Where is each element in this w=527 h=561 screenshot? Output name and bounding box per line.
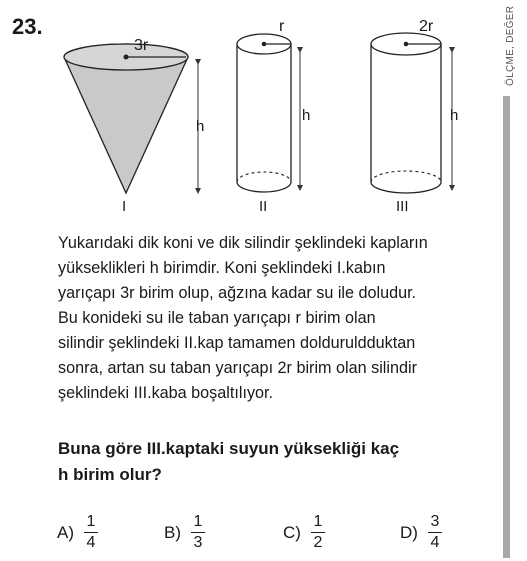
problem-line: yükseklikleri h birimdir. Koni şeklindeki I.kabın [58, 259, 386, 277]
cone-height-label: h [196, 118, 205, 135]
problem-line: sonra, artan su taban yarıçapı 2r birim olan silindir [58, 359, 417, 377]
option-fraction [428, 513, 442, 552]
option-fraction [84, 513, 98, 552]
side-label: ÖLÇME, DEĞER [505, 5, 516, 86]
question-line: Buna göre III.kaptaki suyun yüksekliği kaç [58, 439, 400, 458]
option-fraction [191, 513, 205, 552]
numerator: 3 [430, 513, 440, 530]
option-letter: C) [283, 522, 301, 542]
option-b[interactable] [164, 513, 205, 552]
numerator: 1 [193, 513, 203, 530]
question-text [58, 436, 498, 488]
question-line: h birim olur? [58, 465, 162, 484]
fraction-bar [84, 532, 98, 533]
fraction-bar [428, 532, 442, 533]
side-bar [503, 96, 510, 558]
denominator: 4 [86, 534, 96, 551]
denominator: 2 [313, 534, 323, 551]
cyl2-height-label: h [302, 107, 311, 124]
cone-radius-label: 3r [134, 37, 149, 54]
problem-text [58, 231, 498, 406]
problem-line: yarıçapı 3r birim olup, ağzına kadar su ile doludur. [58, 284, 417, 302]
problem-line: silindir şeklindeki II.kap tamamen dolduruldduktan [58, 334, 416, 352]
option-c[interactable] [283, 513, 325, 552]
option-d[interactable] [400, 513, 442, 552]
cyl3-height-label: h [450, 107, 459, 124]
denominator: 3 [193, 534, 203, 551]
figure-diagram [0, 0, 500, 225]
problem-line: Yukarıdaki dik koni ve dik silindir şeklindeki kapların [58, 234, 428, 252]
cone-roman: I [122, 198, 127, 215]
option-letter: B) [164, 522, 181, 542]
numerator: 1 [86, 513, 96, 530]
option-letter: D) [400, 522, 418, 542]
cylinder-iii-figure [371, 18, 458, 215]
numerator: 1 [313, 513, 323, 530]
fraction-bar [191, 532, 205, 533]
option-a[interactable] [57, 513, 98, 552]
cyl2-radius-label: r [279, 18, 285, 35]
problem-line: şeklindeki III.kaba boşaltılıyor. [58, 384, 274, 402]
question-number: 23. [12, 14, 43, 39]
cone-figure [64, 37, 204, 215]
cylinder-ii-figure [237, 18, 310, 215]
cyl2-roman: II [259, 198, 268, 215]
option-fraction [311, 513, 325, 552]
problem-line: Bu konideki su ile taban yarıçapı r birim olan [58, 309, 376, 327]
cyl3-roman: III [396, 198, 409, 215]
denominator: 4 [430, 534, 440, 551]
fraction-bar [311, 532, 325, 533]
option-letter: A) [57, 522, 74, 542]
cyl3-radius-label: 2r [419, 18, 434, 35]
